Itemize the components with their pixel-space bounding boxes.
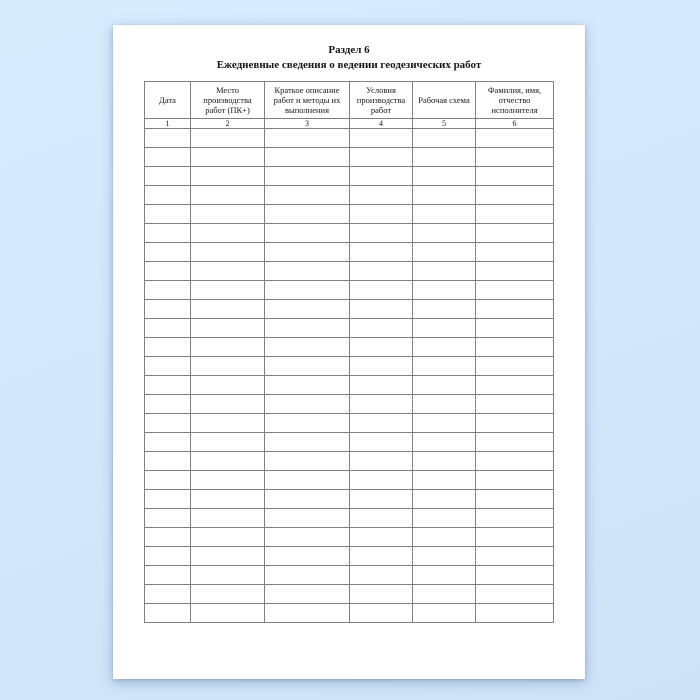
table-cell	[476, 452, 554, 471]
table-cell	[265, 376, 350, 395]
column-header-date: Дата	[145, 82, 191, 119]
table-cell	[476, 490, 554, 509]
table-cell	[265, 585, 350, 604]
table-cell	[413, 281, 476, 300]
table-cell	[413, 585, 476, 604]
table-cell	[476, 281, 554, 300]
table-cell	[350, 414, 413, 433]
table-cell	[350, 186, 413, 205]
table-cell	[413, 414, 476, 433]
table-row	[145, 148, 554, 167]
table-cell	[350, 262, 413, 281]
column-header-scheme: Рабочая схема	[413, 82, 476, 119]
table-cell	[145, 224, 191, 243]
table-row	[145, 262, 554, 281]
table-cell	[413, 224, 476, 243]
table-cell	[350, 528, 413, 547]
table-cell	[350, 547, 413, 566]
table-cell	[265, 205, 350, 224]
table-cell	[350, 452, 413, 471]
table-row	[145, 357, 554, 376]
table-cell	[476, 528, 554, 547]
table-cell	[265, 224, 350, 243]
table-cell	[265, 129, 350, 148]
table-cell	[191, 224, 265, 243]
column-number: 3	[265, 119, 350, 129]
table-row	[145, 376, 554, 395]
table-cell	[145, 300, 191, 319]
table-cell	[191, 205, 265, 224]
column-header-location: Место производства работ (ПК+)	[191, 82, 265, 119]
table-cell	[145, 452, 191, 471]
table-row	[145, 433, 554, 452]
column-number: 6	[476, 119, 554, 129]
table-cell	[265, 300, 350, 319]
table-cell	[350, 148, 413, 167]
column-number: 4	[350, 119, 413, 129]
table-cell	[350, 471, 413, 490]
table-row	[145, 224, 554, 243]
table-cell	[413, 528, 476, 547]
table-cell	[413, 262, 476, 281]
table-cell	[191, 471, 265, 490]
column-header-conditions: Условия производства работ	[350, 82, 413, 119]
table-cell	[191, 319, 265, 338]
table-cell	[476, 585, 554, 604]
table-cell	[476, 604, 554, 623]
table-cell	[476, 357, 554, 376]
table-cell	[476, 186, 554, 205]
table-cell	[265, 566, 350, 585]
table-cell	[476, 547, 554, 566]
table-cell	[413, 395, 476, 414]
table-cell	[145, 471, 191, 490]
column-number: 5	[413, 119, 476, 129]
table-row	[145, 167, 554, 186]
table-row	[145, 528, 554, 547]
table-cell	[413, 471, 476, 490]
table-cell	[265, 433, 350, 452]
table-cell	[350, 338, 413, 357]
table-cell	[191, 186, 265, 205]
table-cell	[191, 376, 265, 395]
table-cell	[145, 376, 191, 395]
table-row	[145, 585, 554, 604]
table-cell	[265, 186, 350, 205]
table-cell	[191, 566, 265, 585]
table-cell	[265, 452, 350, 471]
table-cell	[350, 433, 413, 452]
table-cell	[476, 395, 554, 414]
table-cell	[265, 338, 350, 357]
table-cell	[191, 414, 265, 433]
table-row	[145, 281, 554, 300]
table-cell	[191, 357, 265, 376]
table-cell	[191, 528, 265, 547]
table-cell	[350, 566, 413, 585]
table-cell	[265, 509, 350, 528]
table-cell	[413, 167, 476, 186]
table-cell	[413, 452, 476, 471]
table-cell	[145, 281, 191, 300]
table-cell	[145, 129, 191, 148]
table-row	[145, 205, 554, 224]
table-cell	[476, 148, 554, 167]
table-cell	[413, 433, 476, 452]
table-cell	[350, 205, 413, 224]
table-cell	[350, 167, 413, 186]
table-row	[145, 490, 554, 509]
table-cell	[145, 148, 191, 167]
table-row	[145, 547, 554, 566]
table-row	[145, 452, 554, 471]
table-row	[145, 604, 554, 623]
table-cell	[413, 566, 476, 585]
table-cell	[145, 414, 191, 433]
table-cell	[145, 566, 191, 585]
table-cell	[191, 433, 265, 452]
table-cell	[145, 547, 191, 566]
table-cell	[413, 509, 476, 528]
section-title: Раздел 6	[328, 44, 370, 56]
table-cell	[145, 585, 191, 604]
table-cell	[350, 319, 413, 338]
table-cell	[145, 604, 191, 623]
table-cell	[413, 148, 476, 167]
table-cell	[413, 300, 476, 319]
table-cell	[145, 186, 191, 205]
table-row	[145, 300, 554, 319]
table-row	[145, 338, 554, 357]
table-cell	[145, 357, 191, 376]
table-cell	[350, 376, 413, 395]
column-header-executor: Фамилия, имя, отчество исполнителя	[476, 82, 554, 119]
table-cell	[350, 509, 413, 528]
table-cell	[265, 243, 350, 262]
table-cell	[413, 490, 476, 509]
table-cell	[476, 243, 554, 262]
table-cell	[413, 319, 476, 338]
table-cell	[413, 243, 476, 262]
table-cell	[145, 490, 191, 509]
table-cell	[265, 319, 350, 338]
table-cell	[265, 490, 350, 509]
table-cell	[145, 167, 191, 186]
table-cell	[476, 300, 554, 319]
table-cell	[476, 205, 554, 224]
table-cell	[191, 585, 265, 604]
table-cell	[476, 566, 554, 585]
table-cell	[191, 148, 265, 167]
table-cell	[265, 148, 350, 167]
table-cell	[265, 281, 350, 300]
table-cell	[265, 604, 350, 623]
table-cell	[350, 585, 413, 604]
table-cell	[476, 319, 554, 338]
table-cell	[476, 224, 554, 243]
table-cell	[476, 262, 554, 281]
table-cell	[265, 167, 350, 186]
table-cell	[350, 490, 413, 509]
table-cell	[265, 547, 350, 566]
table-cell	[265, 414, 350, 433]
table-cell	[350, 357, 413, 376]
table-cell	[413, 604, 476, 623]
table-row	[145, 566, 554, 585]
table-cell	[350, 395, 413, 414]
table-row	[145, 471, 554, 490]
table-row	[145, 243, 554, 262]
table-cell	[265, 357, 350, 376]
table-cell	[145, 262, 191, 281]
table-header-row	[145, 82, 554, 119]
table-row	[145, 395, 554, 414]
table-cell	[265, 262, 350, 281]
table-cell	[145, 395, 191, 414]
table-cell	[350, 604, 413, 623]
table-row	[145, 319, 554, 338]
table-cell	[476, 433, 554, 452]
table-cell	[413, 338, 476, 357]
table-row	[145, 509, 554, 528]
table-cell	[476, 129, 554, 148]
table-cell	[145, 509, 191, 528]
table-cell	[191, 262, 265, 281]
table-cell	[413, 357, 476, 376]
table-cell	[145, 205, 191, 224]
table-cell	[350, 129, 413, 148]
table-cell	[191, 300, 265, 319]
table-cell	[476, 338, 554, 357]
table-cell	[145, 319, 191, 338]
table-cell	[413, 129, 476, 148]
table-cell	[350, 300, 413, 319]
table-cell	[413, 376, 476, 395]
table-cell	[476, 414, 554, 433]
table-cell	[191, 490, 265, 509]
table-cell	[145, 338, 191, 357]
table-cell	[413, 547, 476, 566]
table-row	[145, 414, 554, 433]
table-cell	[145, 243, 191, 262]
column-header-description: Краткое описание работ и методы их выполнения	[265, 82, 350, 119]
table-cell	[350, 243, 413, 262]
table-cell	[265, 528, 350, 547]
table-cell	[191, 509, 265, 528]
table-cell	[191, 243, 265, 262]
column-number-row	[145, 119, 554, 129]
table-cell	[145, 528, 191, 547]
column-number: 2	[191, 119, 265, 129]
table-cell	[191, 395, 265, 414]
table-cell	[145, 433, 191, 452]
table-cell	[191, 604, 265, 623]
column-number: 1	[145, 119, 191, 129]
geodetic-works-table	[144, 81, 554, 623]
table-cell	[191, 338, 265, 357]
table-row	[145, 129, 554, 148]
table-cell	[476, 376, 554, 395]
table-row	[145, 186, 554, 205]
table-cell	[476, 167, 554, 186]
table-cell	[413, 186, 476, 205]
table-cell	[350, 281, 413, 300]
table-cell	[191, 547, 265, 566]
document-title: Ежедневные сведения о ведении геодезических работ	[216, 59, 482, 71]
table-cell	[350, 224, 413, 243]
table-cell	[476, 509, 554, 528]
table-cell	[265, 471, 350, 490]
table-cell	[265, 395, 350, 414]
table-cell	[191, 129, 265, 148]
table-cell	[413, 205, 476, 224]
document-page	[113, 25, 585, 679]
table-cell	[476, 471, 554, 490]
table-cell	[191, 452, 265, 471]
table-cell	[191, 167, 265, 186]
table-cell	[191, 281, 265, 300]
